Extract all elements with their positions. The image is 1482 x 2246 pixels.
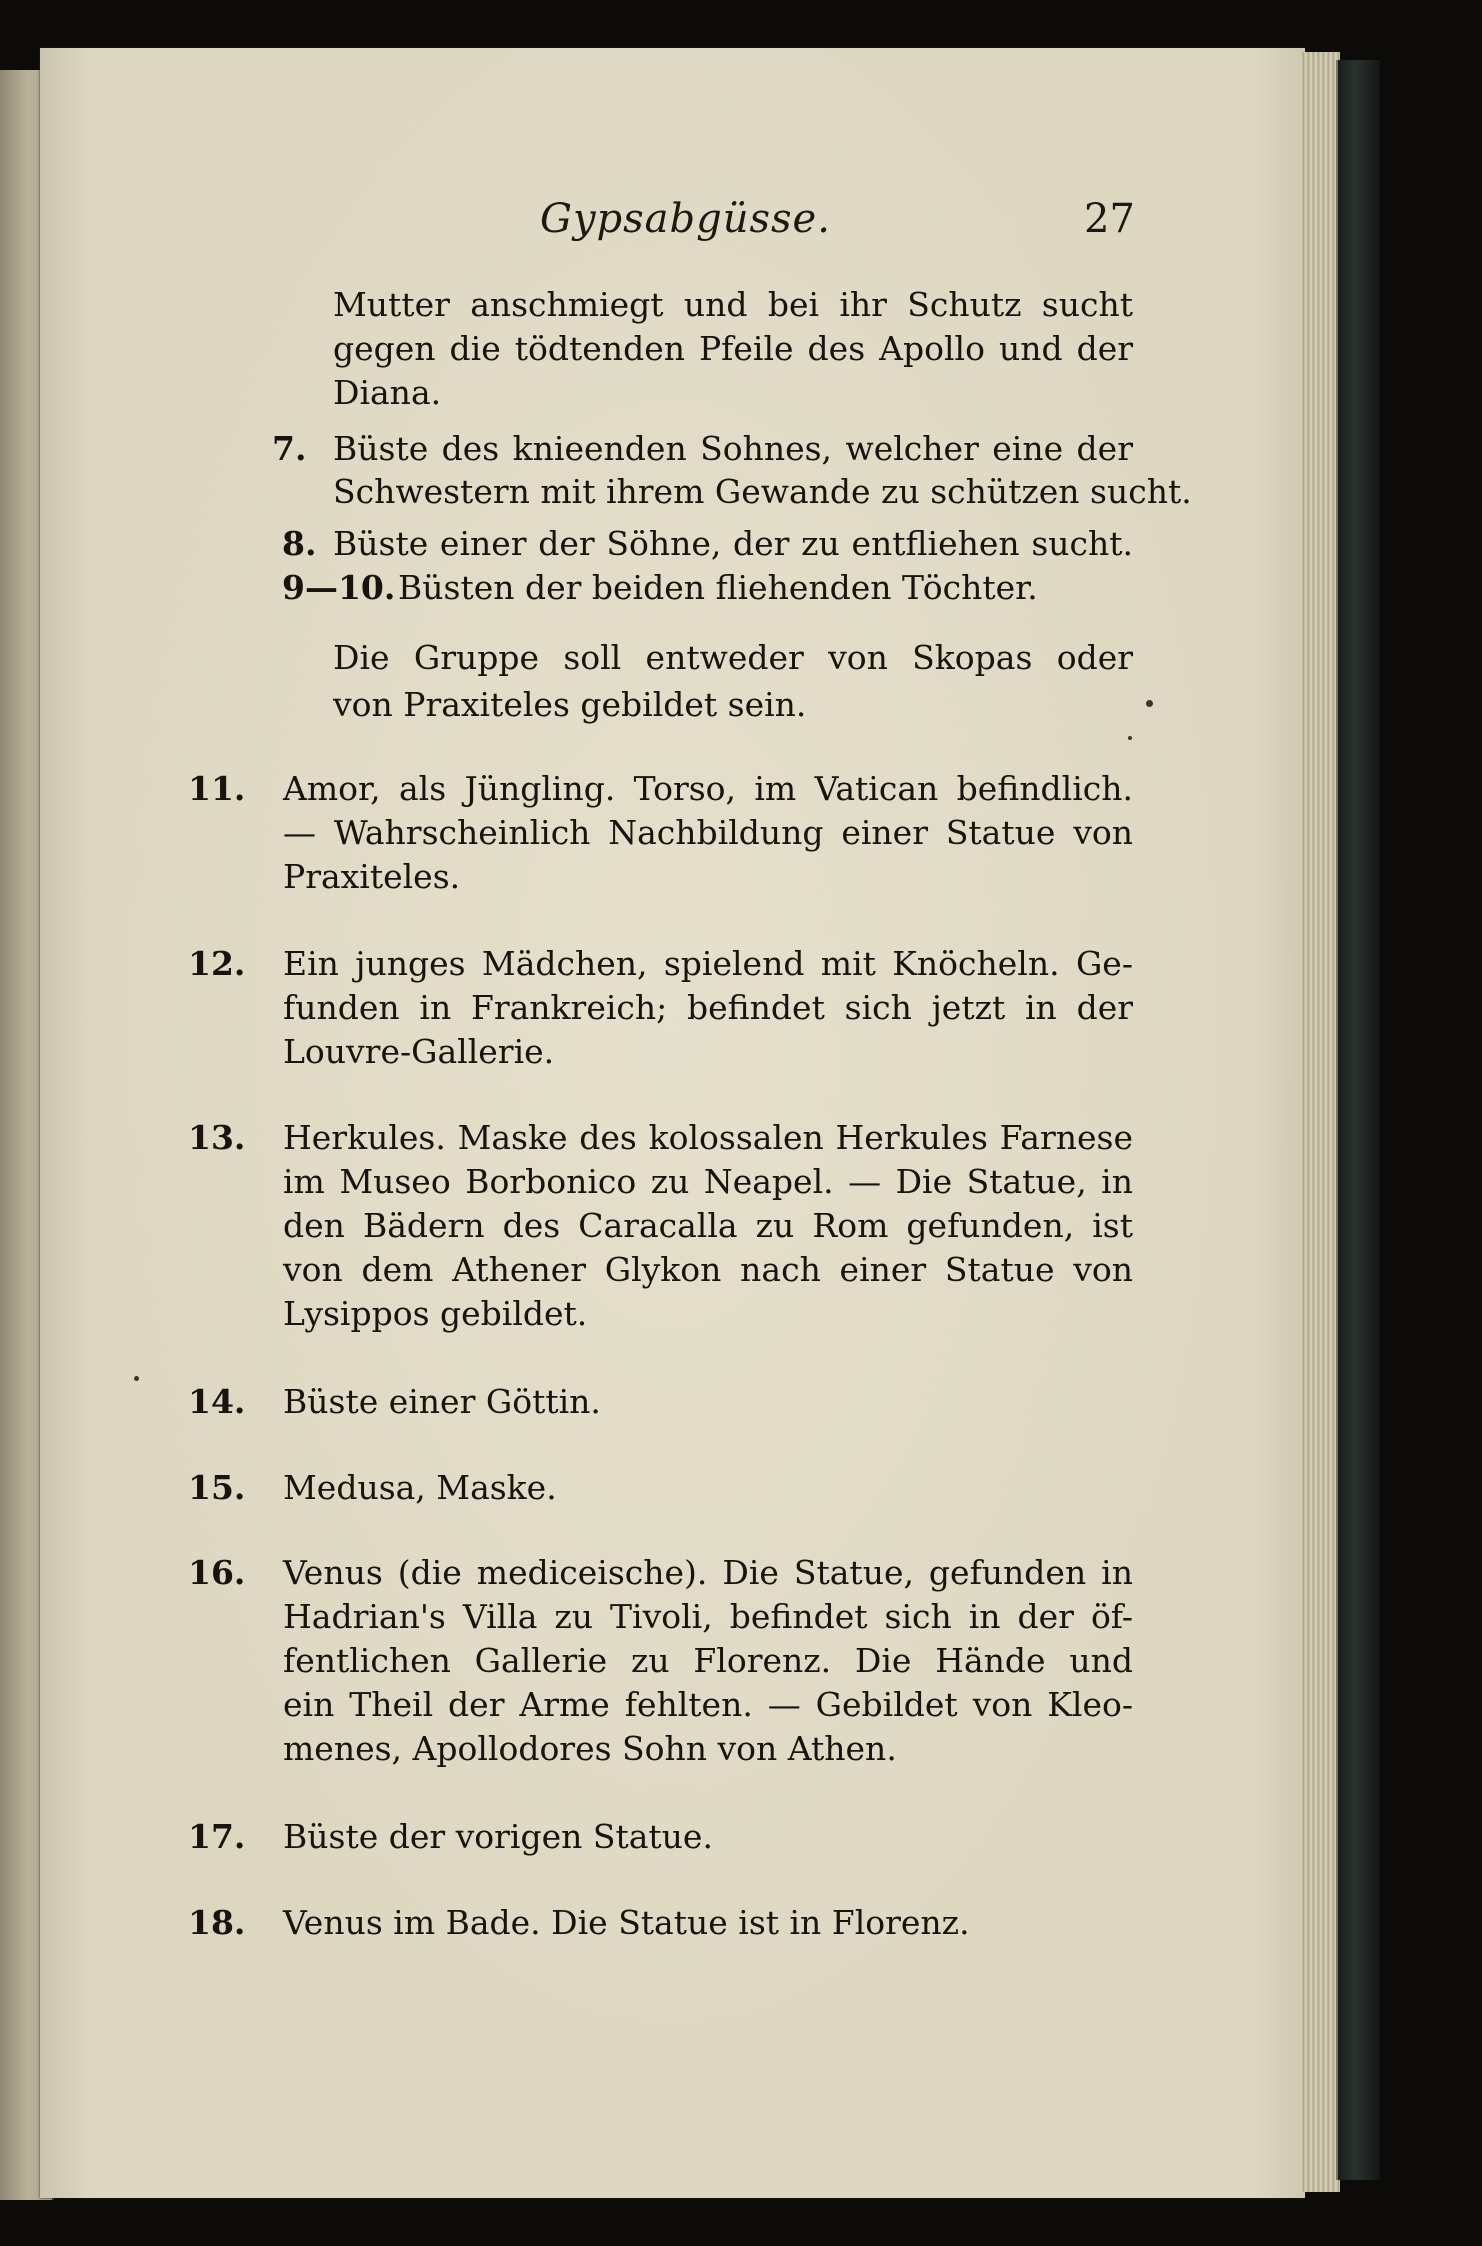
- paper-speck: [134, 1376, 139, 1381]
- text-line: Mutter anschmiegt und bei ihr Schutz sucht: [333, 285, 1133, 324]
- text-line: von Praxiteles gebildet sein.: [333, 685, 807, 724]
- text-line: den Bädern des Caracalla zu Rom gefunden, ist: [283, 1206, 1133, 1245]
- entry-number: 11.: [188, 769, 246, 808]
- text-line: Schwestern mit ihrem Gewande zu schützen sucht.: [333, 472, 1192, 511]
- text-line: von dem Athener Glykon nach einer Statue von: [283, 1250, 1133, 1289]
- text-line: Büste der vorigen Statue.: [283, 1817, 713, 1856]
- entry-number: 14.: [188, 1382, 246, 1421]
- text-line: Praxiteles.: [283, 857, 461, 896]
- text-line: Die Gruppe soll entweder von Skopas oder: [333, 638, 1133, 677]
- text-line: Medusa, Maske.: [283, 1468, 557, 1507]
- entry-number: 15.: [188, 1468, 246, 1507]
- text-line: Büste einer der Söhne, der zu entfliehen sucht.: [333, 524, 1133, 563]
- text-line: Venus (die mediceische). Die Statue, gefunden in: [283, 1553, 1133, 1592]
- entry-number: 16.: [188, 1553, 246, 1592]
- entry-number: 9—10.: [282, 568, 396, 607]
- entry-number: 18.: [188, 1903, 246, 1942]
- entry-number: 12.: [188, 944, 246, 983]
- text-line: Louvre-Gallerie.: [283, 1032, 555, 1071]
- text-line: Büsten der beiden fliehenden Töchter.: [398, 568, 1038, 607]
- text-line: Venus im Bade. Die Statue ist in Florenz.: [283, 1903, 970, 1942]
- entry-number: 7.: [272, 429, 307, 468]
- entry-number: 8.: [282, 524, 317, 563]
- text-line: menes, Apollodores Sohn von Athen.: [283, 1729, 897, 1768]
- book-cover-edge: [1336, 60, 1380, 2180]
- paper-speck: [1146, 700, 1153, 707]
- running-head: Gypsabgüsse.: [540, 196, 831, 242]
- text-line: Diana.: [333, 373, 442, 412]
- text-line: Herkules. Maske des kolossalen Herkules Farnese: [283, 1118, 1133, 1157]
- text-line: Büste des knieenden Sohnes, welcher eine der: [333, 429, 1133, 468]
- entry-number: 13.: [188, 1118, 246, 1157]
- text-line: gegen die tödtenden Pfeile des Apollo und der: [333, 329, 1133, 368]
- entry-number: 17.: [188, 1817, 246, 1856]
- text-line: Büste einer Göttin.: [283, 1382, 601, 1421]
- text-line: im Museo Borbonico zu Neapel. — Die Statue, in: [283, 1162, 1133, 1201]
- text-line: funden in Frankreich; befindet sich jetzt in der: [283, 988, 1133, 1027]
- text-line: Hadrian's Villa zu Tivoli, befindet sich in der öf-: [283, 1597, 1133, 1636]
- text-line: ein Theil der Arme fehlten. — Gebildet von Kleo-: [283, 1685, 1133, 1724]
- page-edges: [1300, 52, 1340, 2192]
- text-line: Lysippos gebildet.: [283, 1294, 588, 1333]
- text-line: Ein junges Mädchen, spielend mit Knöcheln. Ge-: [283, 944, 1133, 983]
- text-line: Amor, als Jüngling. Torso, im Vatican befindlich.: [283, 769, 1133, 808]
- paper-speck: [1128, 736, 1132, 740]
- text-line: fentlichen Gallerie zu Florenz. Die Hände und: [283, 1641, 1133, 1680]
- text-line: — Wahrscheinlich Nachbildung einer Statue von: [283, 813, 1133, 852]
- page-number: 27: [1084, 196, 1135, 242]
